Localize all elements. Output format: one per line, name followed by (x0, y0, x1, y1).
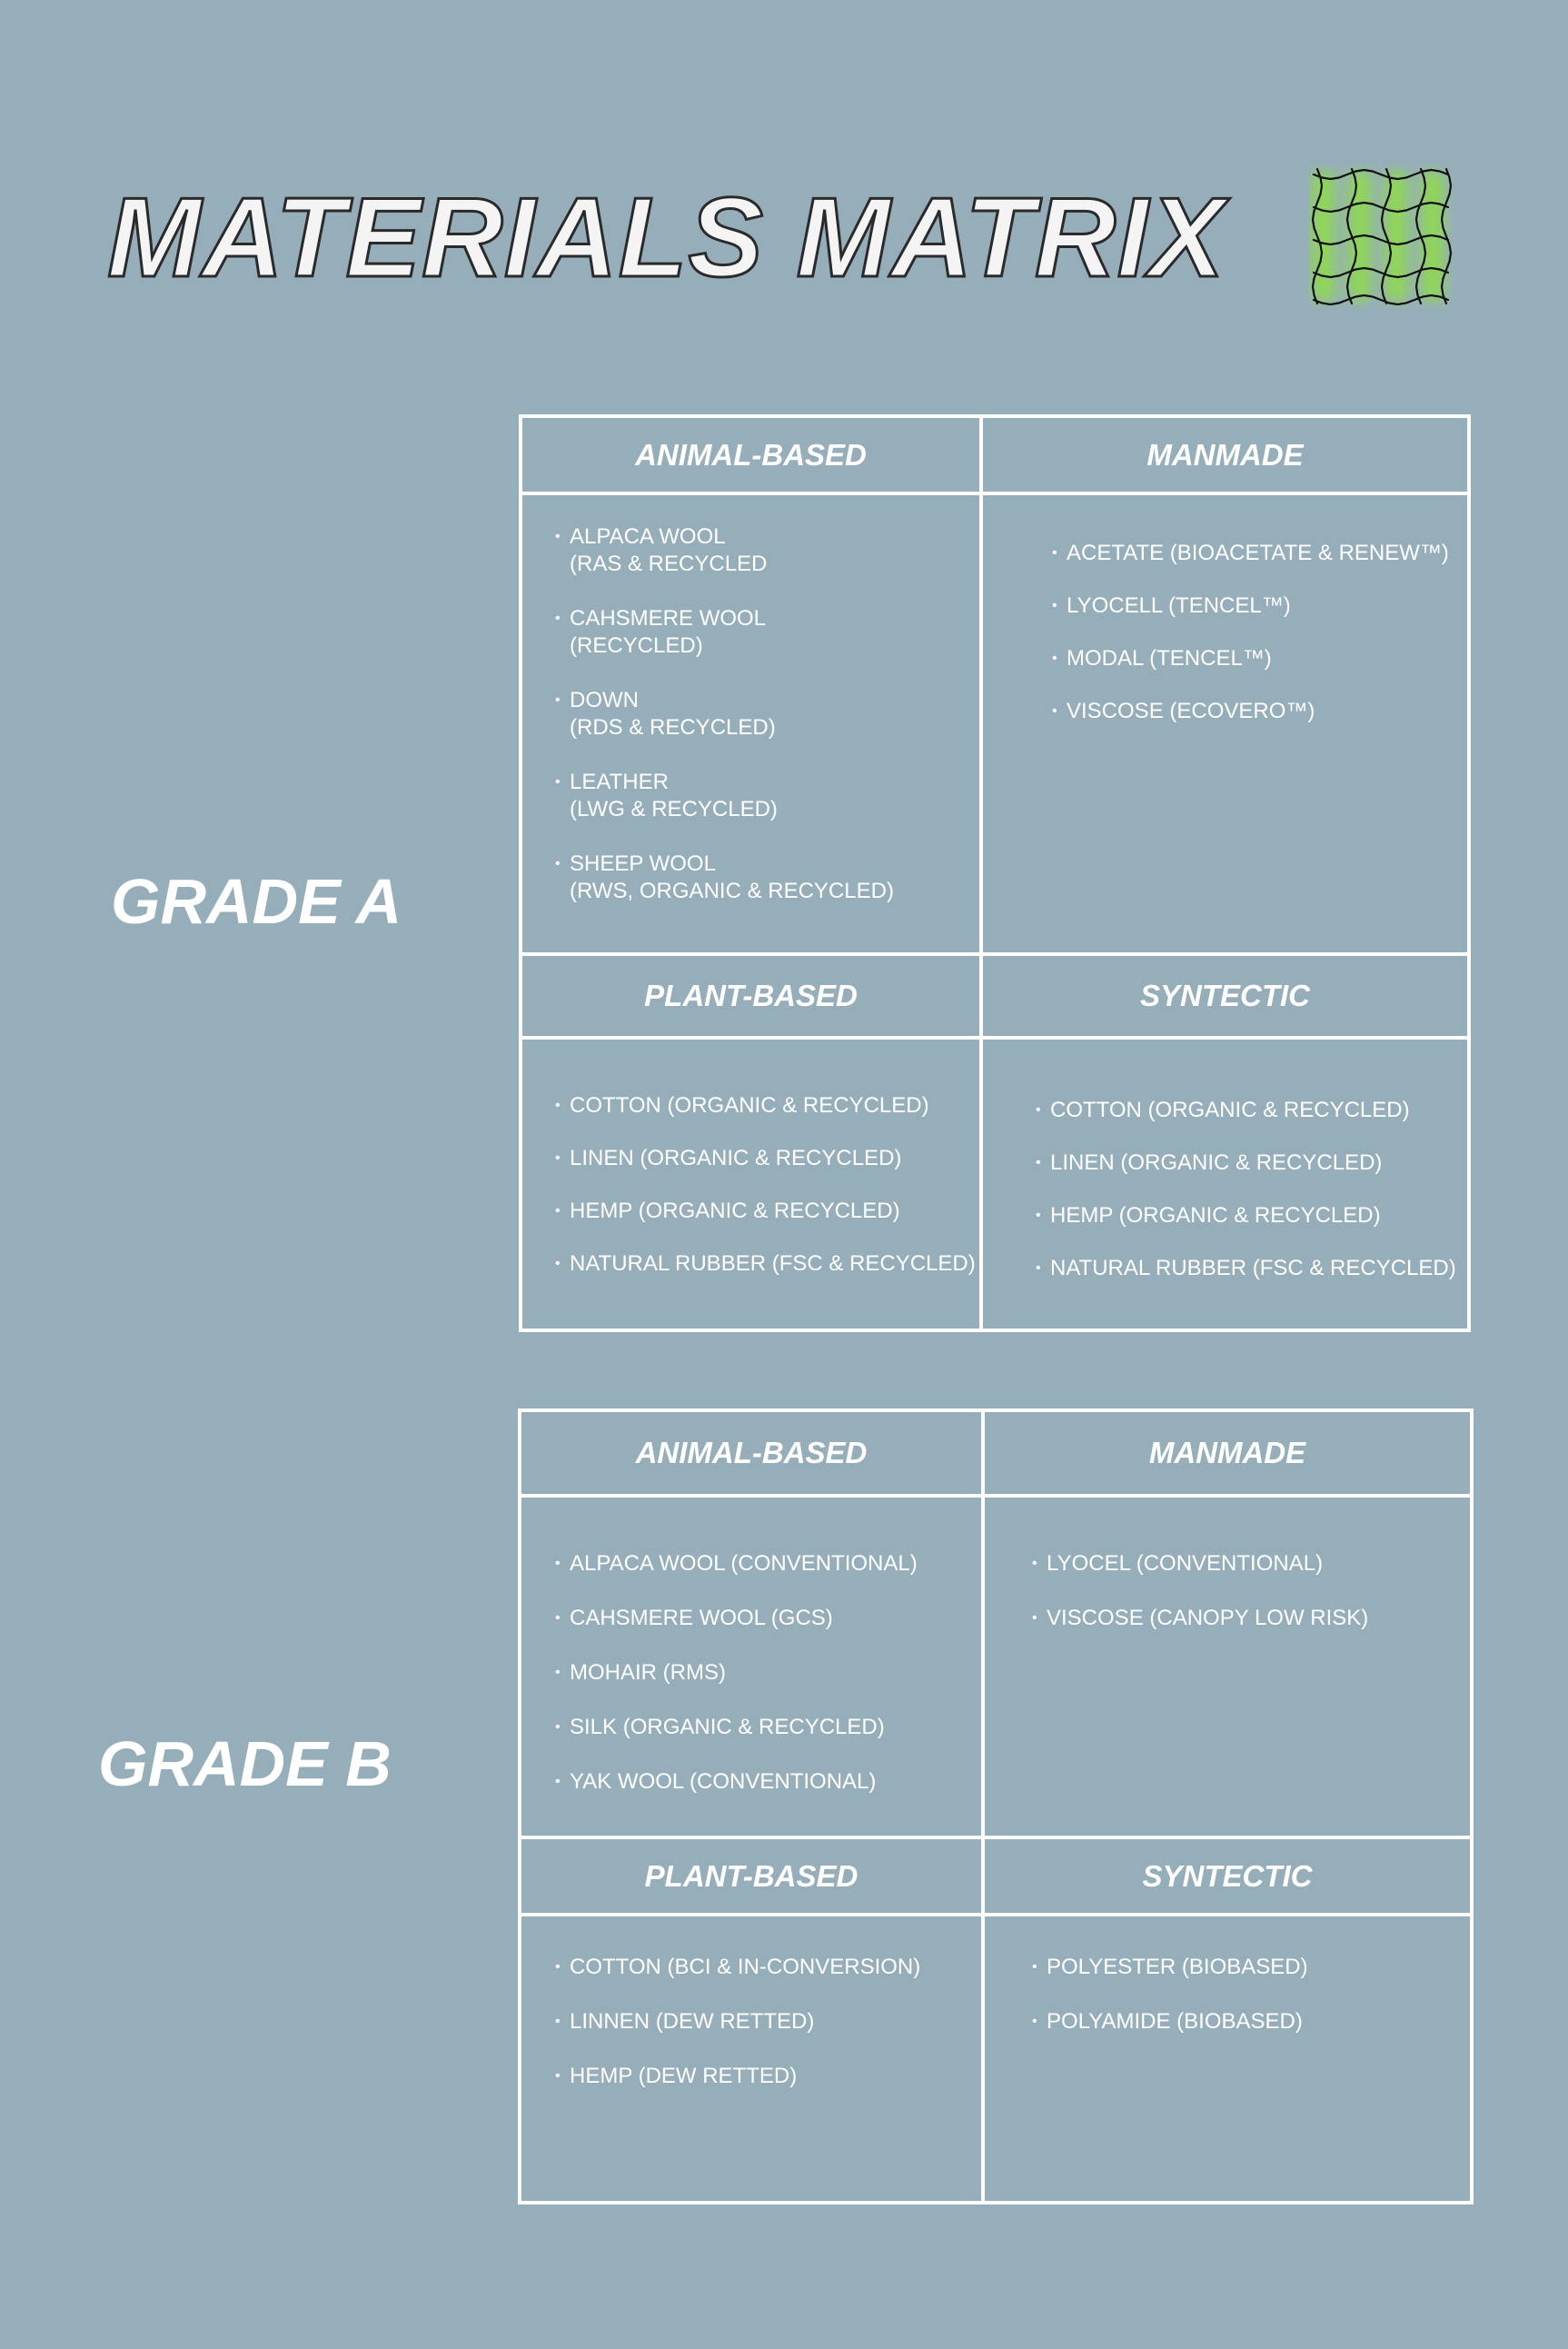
page-title: MATERIALS MATRIX (107, 175, 1226, 301)
list-item: • SILK (ORGANIC & RECYCLED) (555, 1714, 918, 1741)
list-item: • VISCOSE (ECOVERO™) (1052, 698, 1449, 725)
list-item: • COTTON (ORGANIC & RECYCLED) (555, 1092, 976, 1120)
plant-based-list (555, 1954, 920, 2117)
plant-based-list (555, 1092, 976, 1303)
list-item: • LYOCELL (TENCEL™) (1052, 592, 1449, 620)
list-item: • ALPACA WOOL (RAS & RECYCLED (555, 523, 894, 578)
header-plant-based: PLANT-BASED (644, 979, 858, 1012)
header-animal-based: ANIMAL-BASED (635, 437, 867, 472)
header-manmade: MANMADE (1146, 437, 1304, 472)
syntectic-list (1036, 1097, 1456, 1308)
header-manmade: MANMADE (1148, 1436, 1306, 1469)
row-divider (518, 1913, 1474, 1916)
grade-b-matrix (518, 1408, 1474, 2205)
list-item: • ACETATE (BIOACETATE & RENEW™) (1052, 540, 1449, 567)
list-item: • LEATHER (LWG & RECYCLED) (555, 769, 894, 823)
list-item: • HEMP (ORGANIC & RECYCLED) (555, 1198, 976, 1225)
list-item: • POLYAMIDE (BIOBASED) (1032, 2008, 1308, 2035)
list-item: • CAHSMERE WOOL (GCS) (555, 1605, 918, 1632)
list-item: • CAHSMERE WOOL (RECYCLED) (555, 605, 894, 660)
list-item: • SHEEP WOOL (RWS, ORGANIC & RECYCLED) (555, 851, 894, 905)
animal-based-list (555, 1550, 918, 1823)
grade-a-label: GRADE A (111, 866, 402, 937)
list-item: • LINNEN (DEW RETTED) (555, 2008, 920, 2035)
list-item: • COTTON (ORGANIC & RECYCLED) (1036, 1097, 1456, 1124)
manmade-list (1032, 1550, 1368, 1659)
grade-b-label: GRADE B (98, 1728, 392, 1799)
green-grid-icon (1308, 164, 1454, 309)
list-item: • NATURAL RUBBER (FSC & RECYCLED) (1036, 1255, 1456, 1282)
row-divider (518, 1494, 1474, 1498)
row-divider (519, 1036, 1471, 1040)
header-plant-based: PLANT-BASED (644, 1858, 858, 1893)
list-item: • LINEN (ORGANIC & RECYCLED) (1036, 1150, 1456, 1177)
list-item: • HEMP (DEW RETTED) (555, 2063, 920, 2090)
manmade-list (1052, 540, 1449, 751)
header-animal-based: ANIMAL-BASED (635, 1436, 868, 1469)
list-item: • POLYESTER (BIOBASED) (1032, 1954, 1308, 1981)
list-item: • YAK WOOL (CONVENTIONAL) (555, 1768, 918, 1796)
list-item: • VISCOSE (CANOPY LOW RISK) (1032, 1605, 1368, 1632)
column-divider (981, 1408, 985, 2205)
list-item: • MODAL (TENCEL™) (1052, 645, 1449, 672)
header-syntectic: SYNTECTIC (1142, 1858, 1313, 1893)
glow-band (1312, 171, 1335, 302)
list-item: • MOHAIR (RMS) (555, 1659, 918, 1687)
glow-band (1384, 171, 1408, 302)
list-item: • LYOCEL (CONVENTIONAL) (1032, 1550, 1368, 1578)
grade-a-matrix (519, 414, 1471, 1332)
syntectic-list (1032, 1954, 1308, 2063)
animal-based-list (555, 523, 894, 932)
row-divider (519, 492, 1471, 495)
list-item: • HEMP (ORGANIC & RECYCLED) (1036, 1202, 1456, 1229)
list-item: • NATURAL RUBBER (FSC & RECYCLED) (555, 1250, 976, 1278)
list-item: • ALPACA WOOL (CONVENTIONAL) (555, 1550, 918, 1578)
header-syntectic: SYNTECTIC (1139, 979, 1310, 1012)
list-item: • DOWN (RDS & RECYCLED) (555, 687, 894, 742)
list-item: • COTTON (BCI & IN-CONVERSION) (555, 1954, 920, 1981)
column-divider (979, 414, 983, 1332)
list-item: • LINEN (ORGANIC & RECYCLED) (555, 1145, 976, 1172)
